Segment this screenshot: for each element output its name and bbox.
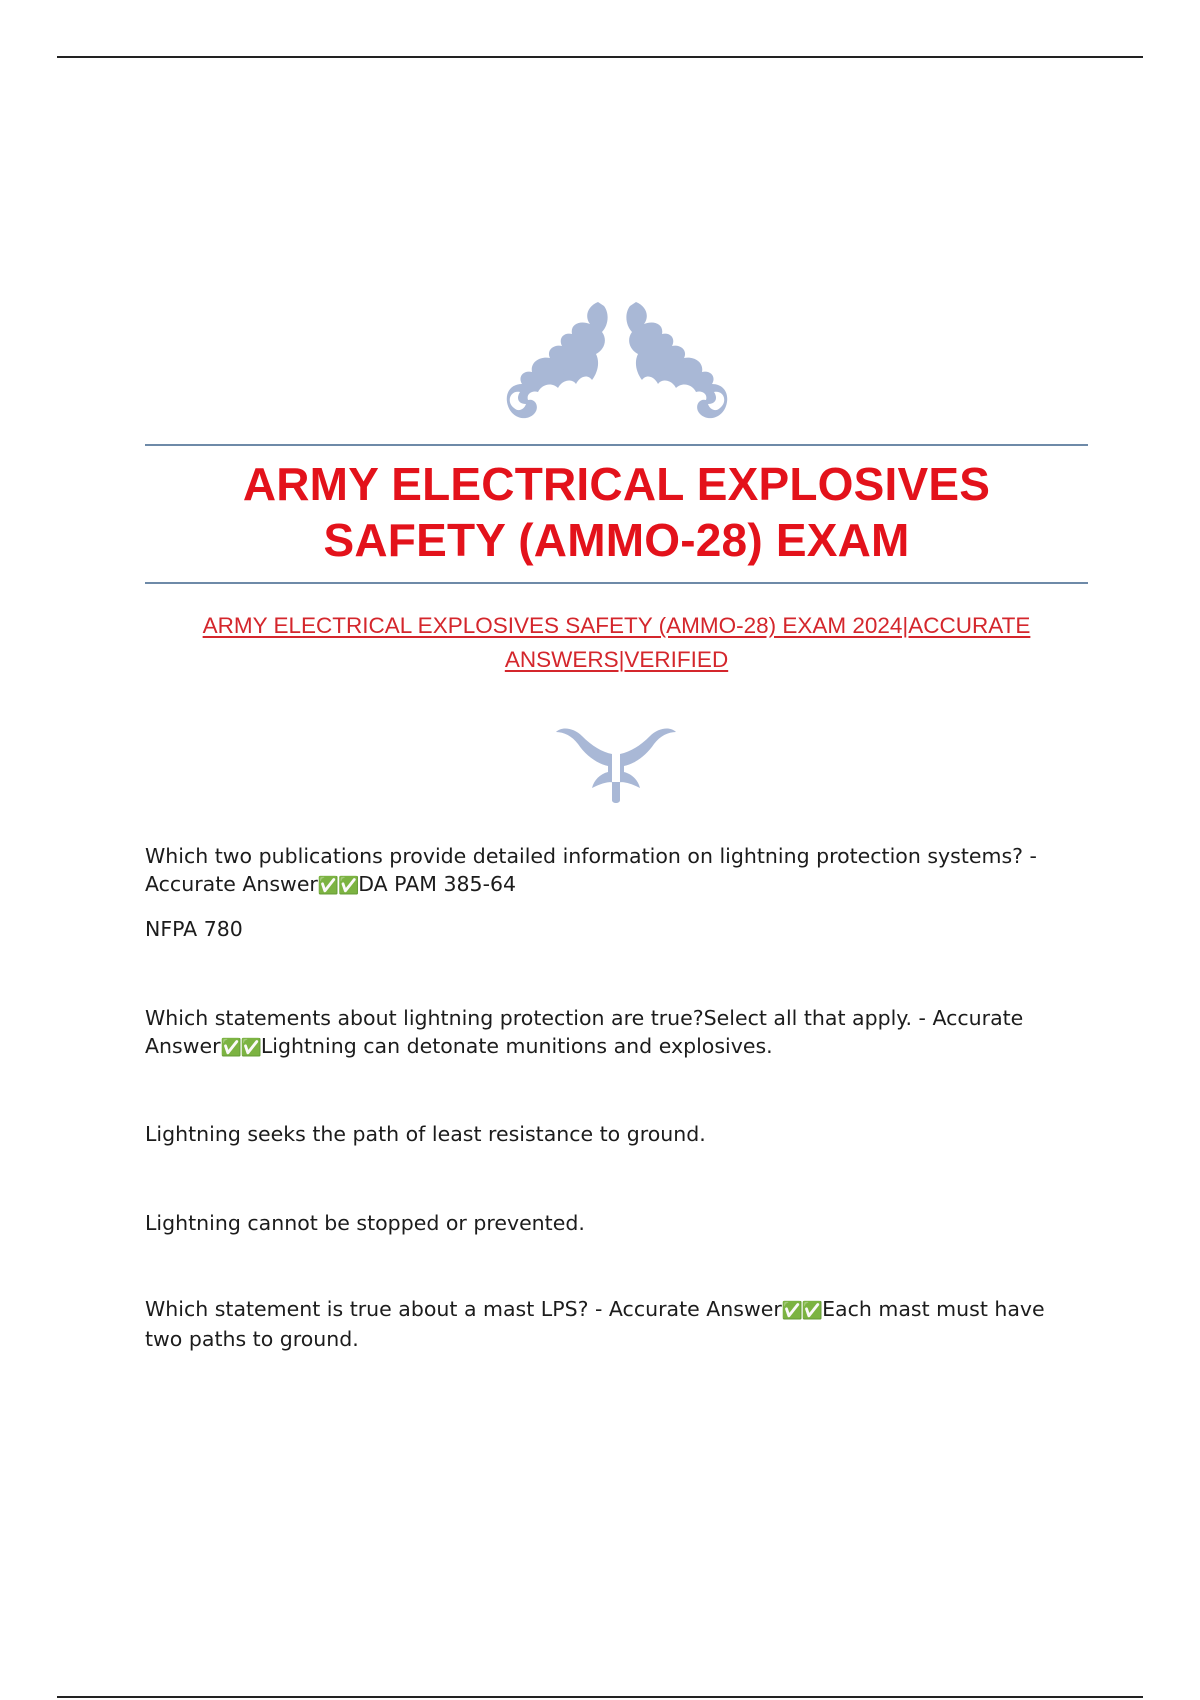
question-1-answer-2: NFPA 780: [145, 917, 243, 941]
question-2-text: Which statements about lightning protection are true?Select all that apply. - Accurate Answer: [145, 1006, 1024, 1058]
check-mark-icon: ✅✅: [781, 1301, 823, 1321]
question-2-answer-3: Lightning cannot be stopped or prevented.: [145, 1211, 585, 1235]
question-1-answer: DA PAM 385-64: [358, 872, 517, 896]
question-2-answer: Lightning can detonate munitions and explosives.: [260, 1034, 773, 1058]
question-3: [145, 1295, 1075, 1353]
title-lower-rule: [145, 582, 1088, 584]
check-mark-icon: ✅✅: [317, 876, 359, 896]
question-1: [145, 842, 1075, 900]
question-2-answer-2: Lightning seeks the path of least resistance to ground.: [145, 1122, 706, 1146]
document-subtitle: ARMY ELECTRICAL EXPLOSIVES SAFETY (AMMO-28) EXAM 2024|ACCURATE ANSWERS|VERIFIED: [202, 613, 1031, 672]
question-2: [145, 1004, 1075, 1062]
page-top-rule: [57, 56, 1143, 58]
fleuron-icon: [552, 722, 680, 804]
document-title: [145, 456, 1088, 568]
question-3-text: Which statement is true about a mast LPS? - Accurate Answer: [145, 1297, 782, 1321]
question-3-answer: Each mast must have two paths to ground.: [145, 1297, 1045, 1351]
page-bottom-rule: [57, 1696, 1143, 1698]
title-upper-rule: [145, 444, 1088, 446]
check-mark-icon: ✅✅: [220, 1038, 261, 1058]
title-line-1: ARMY ELECTRICAL EXPLOSIVES: [242, 458, 991, 510]
flourish-pair-icon: [500, 298, 734, 424]
title-line-2: SAFETY (AMMO-28) EXAM: [323, 514, 910, 566]
question-1-text: Which two publications provide detailed information on lightning protection systems? - Accurate Answer: [145, 844, 1037, 896]
